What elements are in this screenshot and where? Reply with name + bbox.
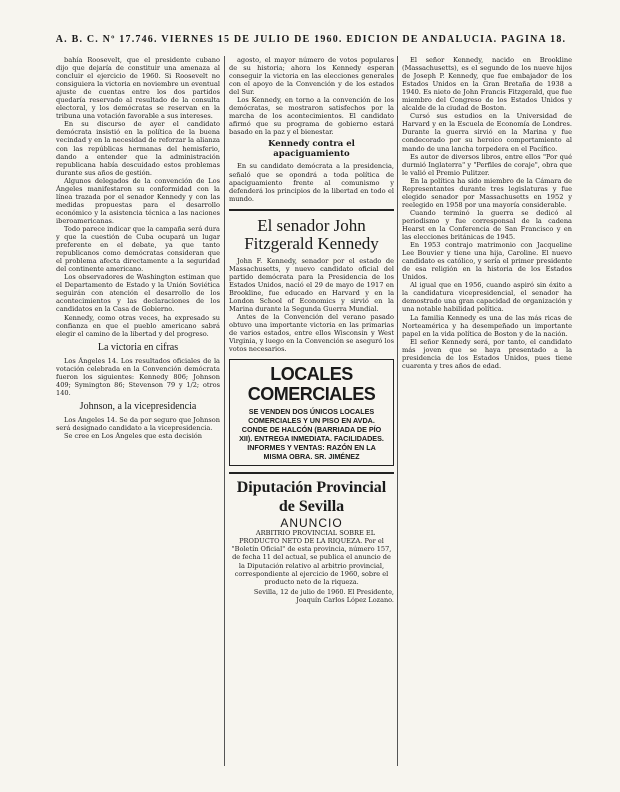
ad-body: SE VENDEN DOS ÚNICOS LOCALES COMERCIALES Y UN PISO EN AVDA. CONDE DE HALCÓN (BARRIADA DE PÍO XII). ENTREGA INMEDIATA. FACILIDADES. INFORMES Y VENTAS: RAZÓN EN LA MISMA OBRA. SR. JIMÉNEZ <box>239 407 384 462</box>
column-3 <box>402 56 572 766</box>
ad-diputacion-signature: Sevilla, 12 de julio de 1960. El Presidente, Joaquín Carlos López Lozano. <box>253 587 394 604</box>
article-paragraph: Es autor de diversos libros, entre ellos "Por qué durmió Inglaterra" y "Perfiles de coraje", obra que le valió el Premio Pulitzer. <box>402 152 572 177</box>
article-paragraph: El señor Kennedy, nacido en Brookline (Massachusetts), es el segundo de los nueve hijos de Joseph P. Kennedy, que fue embajador de los Estados Unidos en la Gran Bretaña de 1938 a 1940. Es nieto de John Francis Fitzgerald, que fue miembro del Congreso de los Estados Unidos y alcalde de la ciudad de Boston. <box>402 56 572 113</box>
article-paragraph: Los Kennedy, en torno a la convención de los demócratas, se mostraron satisfechos por la marcha de los acontecimientos. El candidato afirmó que su programa de gobierno estará basado en la paz y el bienestar. <box>229 96 394 137</box>
article-paragraph: Los Ángeles 14. Se da por seguro que Johnson será designado candidato a la vicepresidencia. <box>56 415 220 432</box>
article-paragraph: Se cree en Los Ángeles que esta decisión <box>64 431 203 440</box>
article-paragraph: La familia Kennedy es una de las más ricas de Norteamérica y ha desempeñado un importante papel en la vida política de Boston y de la nación. <box>402 313 572 338</box>
ad-diputacion <box>229 472 394 603</box>
article-paragraph: En su discurso de ayer el candidato demócrata insistió en la política de la buena vecindad y en la necesidad de reforzar la alianza con las repúblicas hermanas del hemisferio, dando a entender que la administración republicana había descuidado estos problemas durante sus años de gestión. <box>56 120 220 177</box>
article-paragraph: agosto, el mayor número de votos populares de su historia; ahora los Kennedy esperan conseguir la victoria en las elecciones generales con el apoyo de la Convención y de los estados del Sur. <box>229 56 394 97</box>
subhead-victoria: La victoria en cifras <box>97 341 179 353</box>
article-paragraph: Cursó sus estudios en la Universidad de Harvard y en la Escuela de Economía de Londres. Durante la guerra sirvió en la Marina y fue condecorado por su heroico comportamiento al mando de una lancha torpedera en el Pacífico. <box>402 112 572 153</box>
subhead-apaciguamiento: Kennedy contra el apaciguamiento <box>268 139 355 160</box>
article-paragraph: Kennedy, como otras veces, ha expresado su confianza en que el pueblo americano sabrá elegir el camino de la libertad y del progreso. <box>56 313 220 338</box>
subhead-johnson: Johnson, a la vicepresidencia <box>79 400 197 412</box>
article-paragraph: Cuando terminó la guerra se dedicó al periodismo y fue corresponsal de la cadena Hearst en la Conferencia de San Francisco y en las elecciones británicas de 1945. <box>402 208 572 242</box>
column-2 <box>229 56 394 766</box>
ad-anuncio-label: ANUNCIO <box>280 516 343 531</box>
column-rule-2 <box>397 56 398 766</box>
article-paragraph: Los observadores de Washington estiman que el Departamento de Estado y la Unión Soviética seguirán con atención el desarrollo de los acontecimientos y las declaraciones de los candidatos en la Casa de Gobierno. <box>56 273 220 314</box>
article-paragraph: En la política ha sido miembro de la Cámara de Representantes durante tres legislaturas y fue elegido senador por Massachusetts en 1952 y reelegido en 1958 por una mayoría considerable. <box>402 176 572 209</box>
ad-title: LOCALES COMERCIALES <box>247 364 376 405</box>
article-paragraph: John F. Kennedy, senador por el estado de Massachusetts, y nuevo candidato oficial del partido demócrata para la Presidencia de los Estados Unidos, nació el 29 de mayo de 1917 en Brookline, fue educado en Harvard y en la London School of Economics y sirvió en la Marina durante la Segunda Guerra Mundial. <box>229 256 394 313</box>
article-paragraph: En 1953 contrajo matrimonio con Jacqueline Lee Bouvier y tiene una hija, Caroline. El nuevo candidato es católico, y sería el primer presidente de esa religión en la historia de los Estados Unidos. <box>402 241 572 282</box>
page-header: A. B. C. Nº 17.746. VIERNES 15 DE JULIO DE 1960. EDICION DE ANDALUCIA. PAGINA 18. <box>55 34 567 45</box>
column-1 <box>56 56 220 766</box>
article-paragraph: bahía Roosevelt, que el presidente cubano dijo que dejaría de constituir una amenaza al concluir el ejercicio de 1960. Si Roosevelt no consiguiera la victoria en noviembre un eventual ajuste de cuentas entre los dos partidos quedaría reservado al resultado de la consulta electoral, y los demócratas se reservan en la tribuna una votación favorable a sus intereses. <box>56 56 220 121</box>
article-paragraph: Todo parece indicar que la campaña será dura y que la cuestión de Cuba ocupará un lugar preferente en el debate, ya que tanto republicanos como demócratas consideran que el problema afecta directamente a la seguridad del continente americano. <box>56 224 220 274</box>
article-paragraph: Al igual que en 1956, cuando aspiró sin éxito a la candidatura vicepresidencial, el senador ha demostrado una gran capacidad de organización y una notable habilidad política. <box>402 281 572 314</box>
article-paragraph: Algunos delegados de la convención de Los Ángeles manifestaron su conformidad con la línea trazada por el senador Kennedy y con las medidas propuestas para el desarrollo económico y la asistencia técnica a las naciones iberoamericanas. <box>56 176 220 225</box>
article-paragraph: El señor Kennedy será, por tanto, el candidato más joven que se haya presentado a la presidencia de los Estados Unidos, pues tiene cuarenta y tres años de edad. <box>402 337 572 370</box>
ad-diputacion-title: Diputación Provincial de Sevilla <box>236 479 387 516</box>
article-paragraph: Los Ángeles 14. Los resultados oficiales de la votación celebrada en la Convención demócrata fueron los siguientes: Kennedy 806; Johnson 409; Symington 86; Stevenson 79 y 1/2; otros 140. <box>56 356 220 397</box>
column-rule-1 <box>224 56 225 766</box>
article-paragraph: En su candidato demócrata a la presidencia, señaló que se opondrá a toda política de apaciguamiento frente al comunismo y defenderá los principios de la libertad en todo el mundo. <box>229 162 394 203</box>
ad-diputacion-body: ARBITRIO PROVINCIAL SOBRE EL PRODUCTO NETO DE LA RIQUEZA. Por el "Boletín Oficial" de esta provincia, número 157, de fecha 11 del actual, se publica el anuncio de la Diputación relativo al arbitrio provincial, correspondiente al ejercicio de 1960, sobre el producto neto de la riqueza. <box>231 529 392 586</box>
headline-kennedy: El senador John Fitzgerald Kennedy <box>229 209 394 253</box>
ad-locales-comerciales <box>229 359 394 466</box>
article-paragraph: Antes de la Convención del verano pasado obtuvo una importante victoria en las primarias de varios estados, entre ellos Wisconsin y West Virginia, y luego en la Convención se aseguró los votos necesarios. <box>229 313 394 354</box>
